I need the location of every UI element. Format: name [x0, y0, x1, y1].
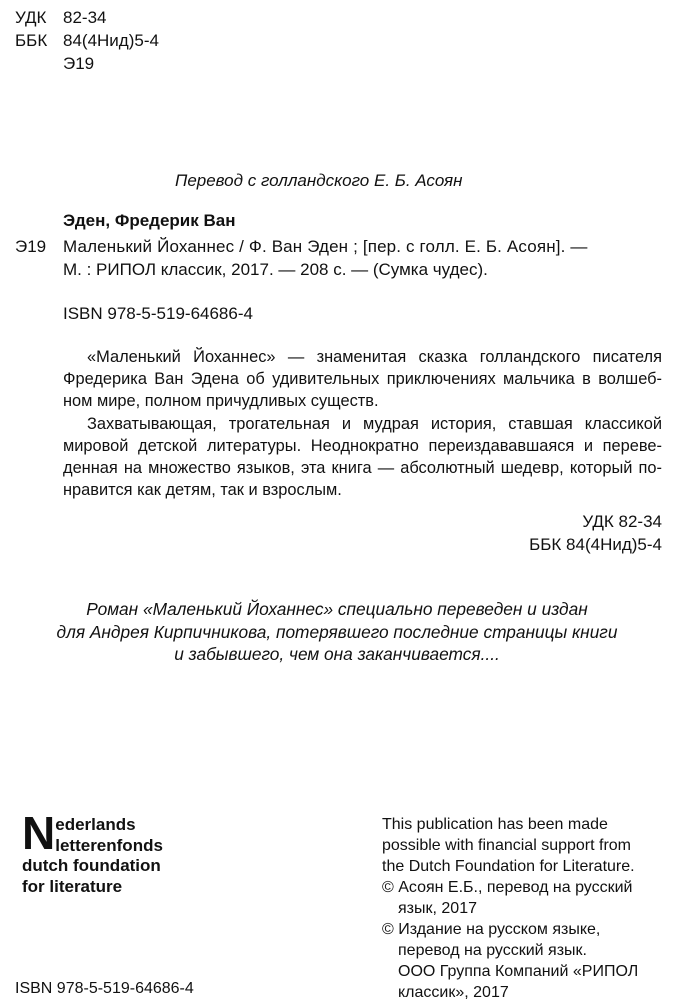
support-line-2: possible with financial support from: [382, 837, 632, 854]
support-and-copyright: [382, 814, 638, 1003]
logo-line-2: letterenfonds: [55, 835, 163, 855]
record-mark: Э19: [15, 237, 47, 256]
copyright-translation-1: © Асоян Е.Б., перевод на русский: [382, 879, 633, 896]
udk-line: [15, 6, 159, 29]
translation-note: Перевод с голландского Е. Б. Асоян: [175, 171, 463, 190]
copyright-edition-4: классик», 2017: [398, 984, 509, 1001]
copyright-translation-2: язык, 2017: [398, 900, 477, 917]
author-mark: Э19: [63, 54, 95, 73]
catalog-codes-top: [15, 6, 159, 75]
dedication-line-2: для Андрея Кирпичникова, потерявшего последние страницы книги: [56, 621, 618, 642]
dedication: [20, 598, 654, 666]
udk-bottom: УДК 82-34: [582, 512, 662, 531]
record-line-2: М. : РИПОЛ классик, 2017. — 208 с. — (Сумка чудес).: [63, 260, 488, 279]
logo-line-3: dutch foundation: [22, 856, 161, 875]
logo-line-4: for literature: [22, 876, 123, 896]
udk-label: УДК: [15, 8, 47, 27]
annotation: [63, 346, 662, 501]
author-heading: Эден, Фредерик Ван: [63, 211, 236, 230]
dedication-line-1: Роман «Маленький Йоханнес» специально переведен и издан: [86, 599, 588, 619]
bbk-label: ББК: [15, 31, 48, 50]
bbk-value: 84(4Нид)5-4: [63, 31, 159, 50]
logo-initial: N: [22, 807, 55, 859]
logo-subtitle: [22, 856, 161, 897]
copyright-edition-3: ООО Группа Компаний «РИПОЛ: [398, 963, 639, 980]
bbk-line: [15, 29, 159, 52]
copyright-edition-1: © Издание на русском языке,: [382, 921, 601, 938]
author-mark-line: [15, 52, 159, 75]
annotation-paragraph-1: «Маленький Йоханнес» — знаменитая сказка голландского писателя Фредерика Ван Эдена об удивительных приключениях мальчика в волшебном мире, полном причудливых существ.: [63, 348, 662, 411]
catalog-codes-bottom: [529, 510, 662, 556]
logo-line-1: ederlands: [55, 815, 136, 834]
record-isbn: ISBN 978-5-519-64686-4: [63, 304, 253, 323]
support-line-3: the Dutch Foundation for Literature.: [382, 858, 635, 875]
annotation-paragraph-2: Захватывающая, трогательная и мудрая история, ставшая классикой мировой детской литературы. Неоднократно переиздававшаяся и переведенная на множество языков, эта книга — абсолютный шедевр, который понравится как детям, так и взрослым.: [63, 414, 662, 500]
record-line-1: Маленький Йоханнес / Ф. Ван Эден ; [пер. с голл. Е. Б. Асоян]. —: [63, 237, 588, 256]
bottom-isbn: ISBN 978-5-519-64686-4: [15, 980, 194, 997]
dedication-line-3: и забывшего, чем она заканчивается....: [174, 644, 500, 664]
bbk-bottom: ББК 84(4Нид)5-4: [529, 535, 662, 554]
copyright-edition-2: перевод на русский язык.: [398, 942, 587, 959]
nl-foundation-logo: [22, 807, 163, 859]
support-line-1: This publication has been made: [382, 816, 608, 833]
udk-value: 82-34: [63, 8, 107, 27]
